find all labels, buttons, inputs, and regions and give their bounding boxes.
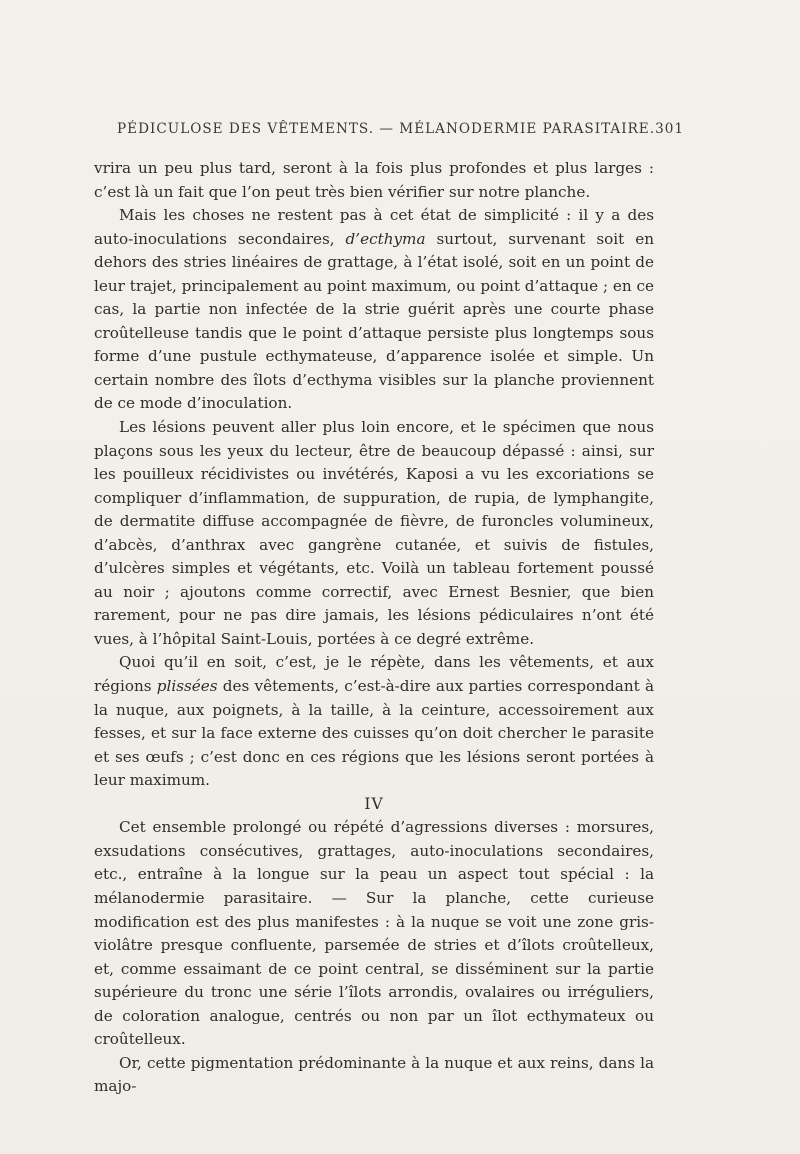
italic-plissees: plissées	[156, 677, 218, 696]
body-text	[94, 157, 654, 1099]
paragraph-4-end: des vêtements, c’est-à-dire aux parties correspondant à la nuque, aux poignets, à la taille, à la ceinture, accessoirement aux fesses, et sur la face externe des cuisses qu’on doit chercher le parasite et ses œufs ; c’est donc en ces régions que les lésions seront portées à leur maximum.	[94, 677, 654, 790]
section-number: IV	[364, 794, 384, 813]
paragraph-2-end: surtout, survenant soit en dehors des stries linéaires de grattage, à l’état isolé, soit en un point de leur trajet, principalement au point maximum, ou point d’attaque ; en ce cas, la partie non infectée de la strie guérit après une courte phase croûtelleuse tandis que le point d’attaque persiste plus longtemps sous forme d’une pustule ecthymateuse, d’apparence isolée et simple. Un certain nombre des îlots d’ecthyma visibles sur la planche proviennent de ce mode d’inoculation.	[94, 229, 654, 413]
paragraph-6: Or, cette pigmentation prédominante à la nuque et aux reins, dans la majo-	[94, 1053, 654, 1096]
paragraph-3: Les lésions peuvent aller plus loin encore, et le spécimen que nous plaçons sous les yeux du lecteur, être de beaucoup dépassé : ainsi, sur les pouilleux récidivistes ou invétérés, Kaposi a vu les excoriations se compliquer d’inflammation, de suppuration, de rupia, de lymphangite, de dermatite diffuse accompagnée de fièvre, de furoncles volumineux, d’abcès, d’anthrax avec gangrène cutanée, et suivis de fistules, d’ulcères simples et végétants, etc. Voilà un tableau fortement poussé au noir ; ajoutons comme correctif, avec Ernest Besnier, que bien rarement, pour ne pas dire jamais, les lésions pédiculaires n’ont été vues, à l’hôpital Saint-Louis, portées à ce degré extrême.	[94, 418, 654, 648]
paragraph-4	[94, 651, 654, 792]
paragraph-5: Cet ensemble prolongé ou répété d’agressions diverses : morsures, exsudations consécutives, grattages, auto-inoculations secondaires, etc., entraîne à la longue sur la peau un aspect tout spécial : la mélanodermie parasitaire. — Sur la planche, cette curieuse modification est des plus manifestes : à la nuque se voit une zone gris-violâtre presque confluente, parsemée de stries et d’îlots croûtelleux, et, comme essaimant de ce point central, se disséminent sur la partie supérieure du tronc une série l’îlots arrondis, ovalaires ou irréguliers, de coloration analogue, centrés ou non par un îlot ecthymateux ou croûtelleux.	[94, 818, 654, 1049]
paragraph-4-start: Quoi qu’il en soit, c’est, je le répète, dans les vêtements, et aux régions	[94, 653, 654, 696]
paragraph-1: vrira un peu plus tard, seront à la fois plus profondes et plus larges : c’est là un fait que l’on peut très bien vérifier sur notre planche.	[94, 159, 654, 201]
running-head	[117, 121, 685, 137]
italic-ecthyma: d’ecthyma	[345, 229, 426, 248]
paragraph-2	[94, 204, 654, 416]
paragraph-2-start: Mais les choses ne restent pas à cet état de simplicité : il y a des auto-inoculations secondaires,	[94, 206, 654, 248]
running-title: PÉDICULOSE DES VÊTEMENTS. — MÉLANODERMIE PARASITAIRE.	[117, 121, 656, 137]
page-number: 301	[655, 121, 685, 137]
